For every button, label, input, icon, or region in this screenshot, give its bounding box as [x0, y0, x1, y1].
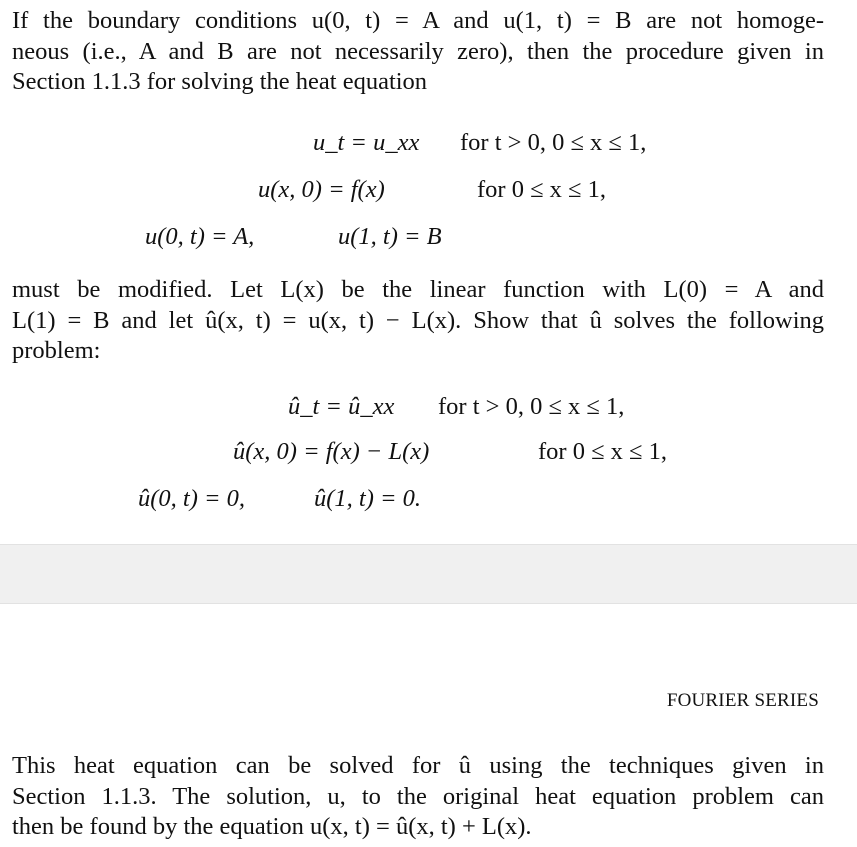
intro-paragraph: [12, 6, 824, 98]
page-2: [0, 603, 857, 847]
system2-eq1-rhs: for t > 0, 0 ≤ x ≤ 1,: [438, 393, 625, 420]
system1-eq2-rhs: for 0 ≤ x ≤ 1,: [477, 176, 606, 203]
conclusion-line-2: Section 1.1.3. The solution, u, to the original heat equation problem can: [12, 782, 824, 810]
middle-line-1: must be modified. Let L(x) be the linear function with L(0) = A and: [12, 276, 824, 303]
system2-eq2-lhs: û(x, 0) = f(x) − L(x): [233, 438, 430, 465]
middle-line-3: problem:: [12, 337, 101, 364]
intro-line-2: neous (i.e., A and B are not necessarily zero), then the procedure given in: [12, 37, 824, 65]
conclusion-line-3: then be found by the equation u(x, t) = û(x, t) + L(x).: [12, 813, 532, 840]
middle-line-2: L(1) = B and let û(x, t) = u(x, t) − L(x). Show that û solves the following: [12, 306, 824, 334]
system2-eq2-rhs: for 0 ≤ x ≤ 1,: [538, 438, 667, 465]
conclusion-line-1: This heat equation can be solved for û using the techniques given in: [12, 752, 824, 779]
system2-eq3-a: û(0, t) = 0,: [138, 485, 246, 512]
system1-eq3-b: u(1, t) = B: [338, 223, 442, 250]
running-header: FOURIER SERIES: [666, 690, 819, 711]
middle-paragraph: [12, 275, 824, 367]
system2-eq3-b: û(1, t) = 0.: [314, 485, 422, 512]
system1-eq3-a: u(0, t) = A,: [145, 223, 255, 250]
conclusion-paragraph: [12, 751, 824, 843]
system1-eq1-lhs: u_t = u_xx: [313, 129, 420, 156]
intro-line-1: If the boundary conditions u(0, t) = A and u(1, t) = B are not homoge-: [12, 7, 824, 34]
intro-line-3: Section 1.1.3 for solving the heat equation: [12, 68, 428, 95]
system2-eq1-lhs: û_t = û_xx: [288, 393, 395, 420]
system1-eq2-lhs: u(x, 0) = f(x): [258, 176, 385, 203]
system1-eq1-rhs: for t > 0, 0 ≤ x ≤ 1,: [460, 129, 647, 156]
